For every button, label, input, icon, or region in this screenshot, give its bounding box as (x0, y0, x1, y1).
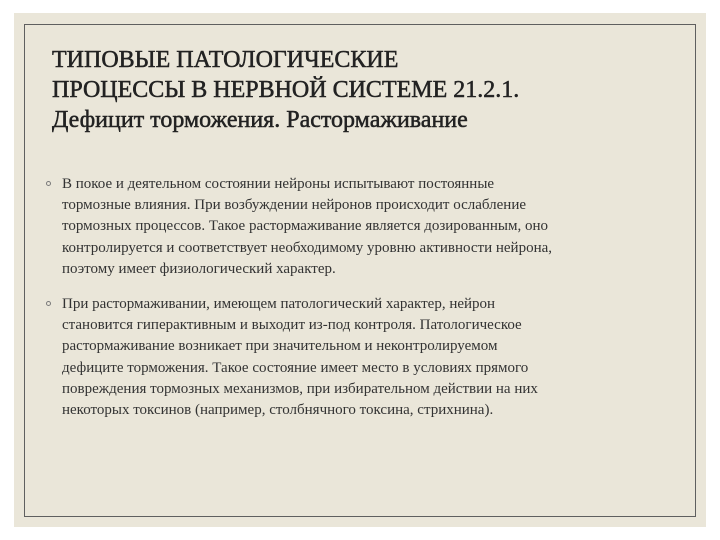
bullet-item (46, 174, 651, 280)
bullet-text-line: поэтому имеет физиологический характер. (62, 260, 336, 277)
bullet-text-line: некоторых токсинов (например, столбнячного токсина, стрихнина). (62, 402, 494, 419)
slide-title (52, 45, 662, 135)
title-line: Дефицит торможения. Растормаживание (52, 107, 468, 133)
bullet-text-line: В покое и деятельном состоянии нейроны испытывают постоянные (62, 176, 495, 192)
bullet-list (46, 174, 651, 435)
bullet-text-line: дефиците торможения. Такое состояние имеет место в условиях прямого (62, 359, 529, 376)
bullet-circle-icon (46, 301, 51, 306)
bullet-circle-icon (46, 181, 51, 186)
title-line: ПРОЦЕССЫ В НЕРВНОЙ СИСТЕМЕ 21.2.1. (52, 77, 520, 103)
bullet-text-line: становится гиперактивным и выходит из-под контроля. Патологическое (62, 317, 522, 334)
bullet-text-line: повреждения тормозных механизмов, при избирательном действии на них (62, 380, 538, 397)
bullet-item (46, 294, 651, 421)
bullet-text-line: При растормаживании, имеющем патологический характер, нейрон (62, 296, 496, 313)
bullet-text-line: тормозные влияния. При возбуждении нейронов происходит ослабление (62, 197, 527, 214)
bullet-text-line: тормозных процессов. Такое растормаживание является дозированным, оно (62, 218, 548, 235)
title-line: ТИПОВЫЕ ПАТОЛОГИЧЕСКИЕ (52, 47, 399, 73)
bullet-text-line: контролируется и соответствует необходимому уровню активности нейрона, (62, 239, 553, 256)
bullet-text-line: растормаживание возникает при значительном и неконтролируемом (62, 338, 498, 355)
